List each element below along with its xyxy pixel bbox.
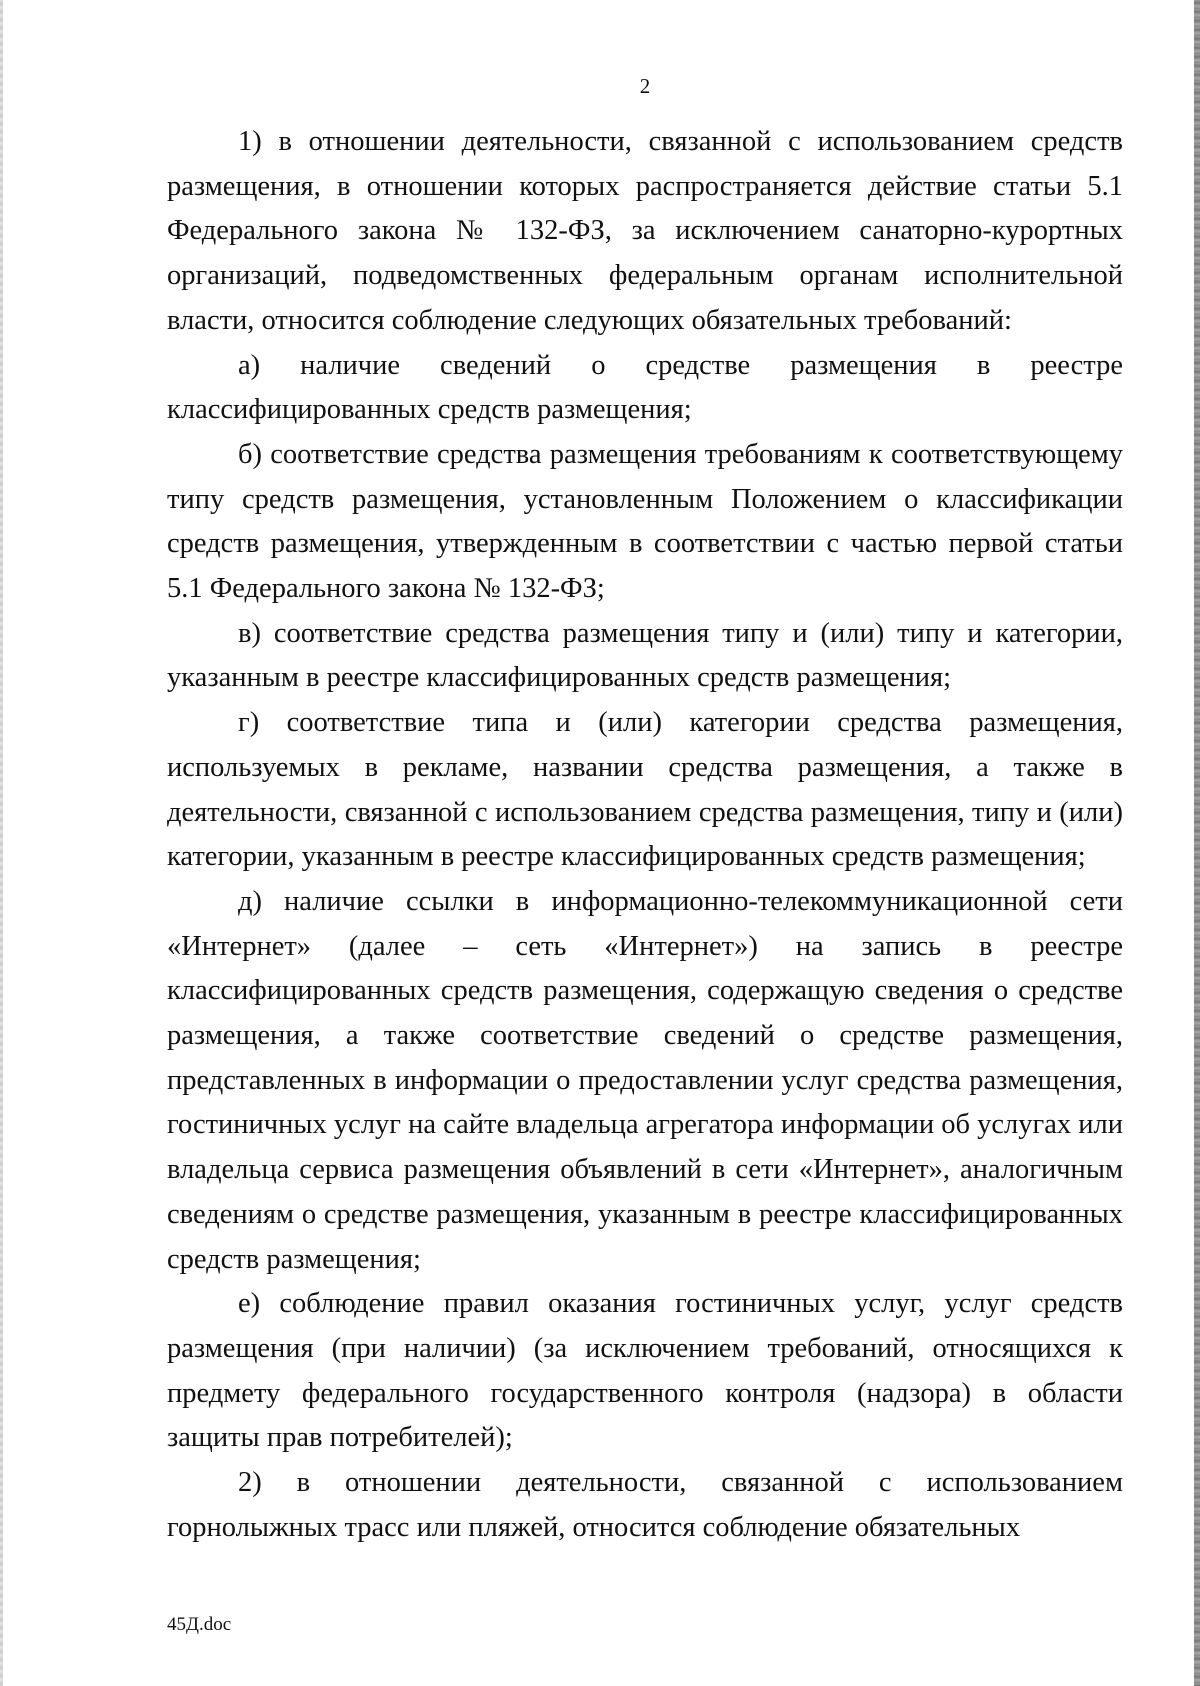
paragraph-1e: е) соблюдение правил оказания гостиничных услуг, услуг средств размещения (при наличии) (за исключением требований, относящихся к предмету федерального государственного контроля (надзора) в области защиты прав потребителей); bbox=[167, 1288, 1123, 1454]
paragraph-1v: в) соответствие средства размещения типу и (или) типу и категории, указанным в реестре классифицированных средств размещения; bbox=[167, 617, 1123, 694]
paragraph-1b: б) соответствие средства размещения требованиям к соответствующему типу средств размещения, установленным Положением о классификации средств размещения, утвержденным в соответствии с частью первой статьи 5.1 Федерального закона № 132-ФЗ; bbox=[167, 438, 1123, 605]
paragraph-1d: д) наличие ссылки в информационно-телекоммуникационной сети «Интернет» (далее – сеть «Интернет») на запись в реестре классифицированных средств размещения, содержащую сведения о средстве размещения, а также соответствие сведений о средстве размещения, представленных в информации о предоставлении услуг средства размещения, гостиничных услуг на сайте владельца агрегатора информации об услугах или владельца сервиса размещения объявлений в сети «Интернет», аналогичным сведениям о средстве размещения, указанным в реестре классифицированных средств размещения; bbox=[167, 885, 1123, 1275]
paragraph-1g: г) соответствие типа и (или) категории средства размещения, используемых в рекламе, названии средства размещения, а также в деятельности, связанной с использованием средства размещения, типу и (или) категории, указанным в реестре классифицированных средств размещения; bbox=[167, 707, 1123, 873]
paragraph-1a: а) наличие сведений о средстве размещения в реестре классифицированных средств размещения; bbox=[167, 349, 1123, 426]
scan-edge-right bbox=[1194, 0, 1200, 1686]
scan-edge-left bbox=[0, 0, 3, 1686]
paragraph-1: 1) в отношении деятельности, связанной с использованием средств размещения, в отношении которых распространяется действие статьи 5.1 Федерального закона № 132-ФЗ, за исключением санаторно-курортных организаций, подведомственных федеральным органам исполнительной власти, относится соблюдение следующих обязательных требований: bbox=[167, 126, 1123, 336]
footer-filename: 45Д.doc bbox=[167, 1614, 232, 1635]
document-body bbox=[167, 120, 1123, 1551]
page-number: 2 bbox=[639, 74, 651, 98]
paragraph-2: 2) в отношении деятельности, связанной с использованием горнолыжных трасс или пляжей, относится соблюдение обязательных bbox=[167, 1467, 1123, 1543]
